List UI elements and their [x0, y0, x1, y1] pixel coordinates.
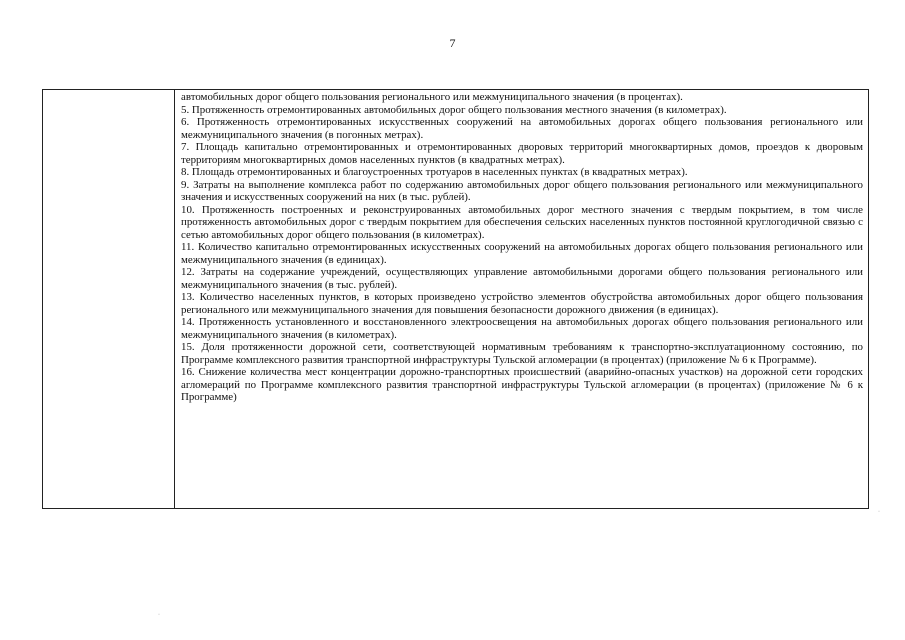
indicator-paragraph: 10. Протяженность построенных и реконструированных автомобильных дорог местного значения с твердым покрытием, в том числе протяженность автомобильных дорог с твердым покрытием для обеспечения сельских населенных пунктов постоянной круглогодичной связью с сетью автомобильных дорог общего пользования (в километрах). [181, 203, 863, 241]
indicator-paragraph: 13. Количество населенных пунктов, в которых произведено устройство элементов обустройства автомобильных дорог общего пользования регионального или межмуниципального значения для повышения безопасности дорожного движения (в единицах). [181, 291, 863, 316]
scan-dot-mark: · [878, 509, 880, 515]
page-number: 7 [449, 36, 456, 50]
indicator-paragraph: 9. Затраты на выполнение комплекса работ по содержанию автомобильных дорог общего пользования регионального или межмуниципального значения и искусственных сооружений на них (в тыс. рублей). [181, 178, 863, 203]
indicator-paragraph: 7. Площадь капитально отремонтированных и отремонтированных дворовых территорий многоквартирных домов, проездов к дворовым территориям многоквартирных домов населенных пунктов (в квадратных метрах). [181, 141, 863, 166]
table-left-cell [43, 90, 175, 509]
table-row [43, 90, 869, 509]
indicators-table [42, 89, 869, 509]
indicator-paragraph: 6. Протяженность отремонтированных искусственных сооружений на автомобильных дорогах общего пользования регионального или межмуниципального значения (в погонных метрах). [181, 116, 863, 141]
indicator-paragraph: автомобильных дорог общего пользования регионального или межмуниципального значения (в процентах). [181, 91, 683, 103]
indicator-paragraph: 12. Затраты на содержание учреждений, осуществляющих управление автомобильными дорогами общего пользования регионального или межмуниципального значения (в тыс. рублей). [181, 266, 863, 291]
indicator-paragraph: 16. Снижение количества мест концентрации дорожно-транспортных происшествий (аварийно-опасных участков) на дорожной сети городских агломераций по Программе комплексного развития транспортной инфраструктуры Тульской агломерации (в процентах) (приложение № 6 к Программе) [181, 366, 863, 403]
indicator-paragraph: 11. Количество капитально отремонтированных искусственных сооружений на автомобильных дорогах общего пользования регионального или межмуниципального значения (в единицах). [181, 241, 863, 266]
scan-dot-mark: · [158, 612, 160, 618]
table-right-cell [175, 90, 869, 509]
indicators-list [175, 90, 868, 404]
indicator-paragraph: 14. Протяженность установленного и восстановленного электроосвещения на автомобильных дорогах общего пользования регионального или межмуниципального значения (в километрах). [181, 316, 863, 341]
indicator-paragraph: 15. Доля протяженности дорожной сети, соответствующей нормативным требованиям к транспортно-эксплуатационному состоянию, по Программе комплексного развития транспортной инфраструктуры Тульской агломерации (в процентах) (приложение № 6 к Программе). [181, 341, 863, 366]
indicator-paragraph: 8. Площадь отремонтированных и благоустроенных тротуаров в населенных пунктах (в квадратных метрах). [181, 166, 688, 178]
indicator-paragraph: 5. Протяженность отремонтированных автомобильных дорог общего пользования местного значения (в километрах). [181, 103, 727, 116]
